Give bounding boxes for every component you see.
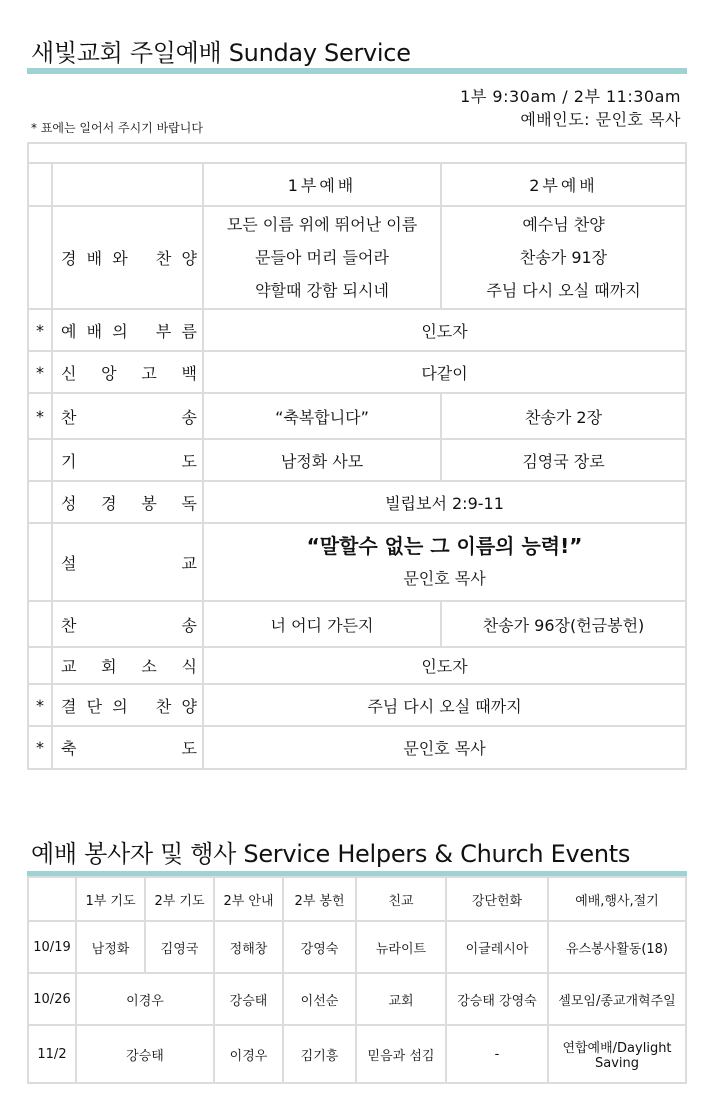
helper-cell: 강영숙	[283, 921, 356, 973]
song-line: 예수님 찬양	[522, 215, 605, 234]
combined-cell: 인도자	[203, 309, 686, 351]
song-line: 찬송가 91장	[519, 248, 608, 267]
standing-mark: *	[28, 393, 52, 439]
order-label-chars	[61, 319, 197, 342]
sermon-cell	[203, 523, 686, 601]
order-label	[52, 726, 203, 769]
label-char: 의	[112, 321, 128, 341]
helper-cell: 연합예배/Daylight Saving	[548, 1025, 686, 1083]
label-char: 송	[181, 407, 197, 427]
service-times: 1부 9:30am / 2부 11:30am	[460, 87, 681, 106]
helper-cell: 믿음과 섬김	[356, 1025, 446, 1083]
label-char: 기	[61, 451, 77, 471]
helpers-col-header: 친교	[356, 877, 446, 921]
order-label	[52, 351, 203, 393]
song-line: 주님 다시 오실 때까지	[486, 281, 641, 300]
order-label	[52, 523, 203, 601]
song-line: 모든 이름 위에 뛰어난 이름	[226, 215, 418, 234]
label-char: 찬	[155, 696, 172, 716]
helper-cell: 이글레시아	[446, 921, 548, 973]
label-char: 백	[181, 363, 197, 383]
label-char: 결	[61, 696, 77, 716]
worship-title: 새빛교회 주일예배 Sunday Service	[31, 39, 411, 67]
label-char: 의	[112, 696, 128, 716]
label-char: 배	[86, 249, 103, 268]
order-label	[52, 481, 203, 523]
helpers-col-header: 2부 봉헌	[283, 877, 356, 921]
worship-row	[28, 206, 686, 309]
label-char: 부	[155, 321, 172, 341]
helpers-header-row	[28, 877, 686, 921]
label-char: 찬	[155, 249, 172, 268]
label-char: 와	[112, 249, 128, 268]
worship-row	[28, 726, 686, 769]
title-divider	[27, 68, 687, 74]
label-char	[138, 319, 146, 342]
label-char: 성	[61, 493, 77, 513]
order-label-chars	[61, 694, 197, 717]
worship-row	[28, 393, 686, 439]
label-char: 교	[61, 657, 77, 676]
helper-cell: 셀모임/종교개혁주일	[548, 973, 686, 1025]
song-line: 문들아 머리 들어라	[255, 248, 389, 267]
helpers-row	[28, 1025, 686, 1083]
label-char	[138, 246, 146, 269]
label-char: 고	[141, 363, 157, 383]
label-char: 배	[86, 321, 103, 341]
label-char: 교	[181, 553, 197, 573]
helpers-col-header: 2부 안내	[214, 877, 283, 921]
order-label	[52, 393, 203, 439]
label-char: 도	[181, 451, 197, 471]
helpers-row	[28, 973, 686, 1025]
order-label	[52, 309, 203, 351]
helper-cell: 강승태	[214, 973, 283, 1025]
combined-cell: 빌립보서 2:9-11	[203, 481, 686, 523]
second-service-cell: 찬송가 96장(헌금봉헌)	[441, 601, 686, 647]
standing-mark	[28, 206, 52, 309]
date-header	[28, 877, 76, 921]
standing-mark	[28, 481, 52, 523]
worship-row	[28, 351, 686, 393]
second-service-cell: 김영국 장로	[441, 439, 686, 481]
helper-cell: 뉴라이트	[356, 921, 446, 973]
combined-cell: 문인호 목사	[203, 726, 686, 769]
label-char: 축	[61, 739, 77, 758]
combined-cell: 다같이	[203, 351, 686, 393]
combined-cell: 주님 다시 오실 때까지	[203, 684, 686, 726]
label-char: 독	[181, 493, 197, 513]
helper-cell: 정해창	[214, 921, 283, 973]
sermon-title: “말할수 없는 그 이름의 능력!”	[306, 534, 583, 558]
label-char: 설	[61, 553, 77, 573]
order-label-chars	[61, 449, 197, 472]
order-label-chars	[61, 736, 197, 759]
order-label-chars	[61, 491, 197, 514]
order-label-chars	[61, 405, 197, 428]
worship-row	[28, 481, 686, 523]
date-cell: 11/2	[28, 1025, 76, 1083]
first-service-cell: 너 어디 가든지	[203, 601, 441, 647]
sermon-speaker: 문인호 목사	[403, 569, 486, 588]
worship-row	[28, 684, 686, 726]
first-service-cell: 남정화 사모	[203, 439, 441, 481]
label-char: 찬	[61, 407, 77, 427]
label-char: 식	[181, 657, 197, 676]
helpers-col-header: 강단헌화	[446, 877, 548, 921]
standing-mark	[28, 439, 52, 481]
label-char: 찬	[61, 615, 77, 635]
date-cell: 10/19	[28, 921, 76, 973]
label-char: 양	[181, 696, 197, 716]
label-char: 회	[101, 657, 117, 676]
label-char: 소	[141, 657, 157, 676]
standing-mark: *	[28, 351, 52, 393]
worship-leader: 예배인도: 문인호 목사	[520, 110, 681, 129]
order-label-chars	[61, 654, 197, 677]
combined-cell: 인도자	[203, 647, 686, 684]
standing-mark	[28, 601, 52, 647]
helper-cell: 김영국	[145, 921, 214, 973]
label-char: 봉	[141, 493, 157, 513]
standing-mark	[28, 523, 52, 601]
standing-mark	[28, 647, 52, 684]
prayer-cell: 강승태	[76, 1025, 214, 1083]
standing-mark: *	[28, 309, 52, 351]
label-char: 름	[181, 321, 197, 341]
helpers-table	[27, 876, 687, 1084]
label-char: 경	[101, 493, 117, 513]
label-char: 앙	[101, 363, 117, 383]
helper-cell: 교회	[356, 973, 446, 1025]
helper-cell: 김기흥	[283, 1025, 356, 1083]
worship-row	[28, 523, 686, 601]
order-label	[52, 647, 203, 684]
prayer-cell: 이경우	[76, 973, 214, 1025]
order-label-chars	[61, 361, 197, 384]
label-char: 경	[61, 249, 77, 268]
helper-cell: -	[446, 1025, 548, 1083]
table-spacer-row	[28, 143, 686, 163]
label-char: 송	[181, 615, 197, 635]
standing-note: * 표에는 일어서 주시기 바랍니다	[31, 121, 203, 135]
first-service-cell	[203, 206, 441, 309]
song-line: 약할때 강함 되시네	[255, 281, 389, 300]
order-label-chars	[61, 551, 197, 574]
helper-cell: 남정화	[76, 921, 145, 973]
order-label-chars	[61, 246, 197, 269]
order-label	[52, 206, 203, 309]
worship-order-table	[27, 142, 687, 770]
standing-mark: *	[28, 726, 52, 769]
col-header-2nd: 2부예배	[441, 163, 686, 206]
label-char: 신	[61, 363, 77, 383]
worship-row	[28, 309, 686, 351]
helpers-col-header: 예배,행사,절기	[548, 877, 686, 921]
worship-row	[28, 601, 686, 647]
helpers-col-header: 1부 기도	[76, 877, 145, 921]
label-char: 양	[181, 249, 197, 268]
order-label	[52, 601, 203, 647]
label-char: 도	[181, 739, 197, 758]
helpers-col-header: 2부 기도	[145, 877, 214, 921]
helpers-title: 예배 봉사자 및 행사 Service Helpers & Church Events	[31, 840, 631, 868]
helper-cell: 이경우	[214, 1025, 283, 1083]
helpers-row	[28, 921, 686, 973]
worship-row	[28, 647, 686, 684]
order-label	[52, 684, 203, 726]
label-char: 단	[86, 696, 103, 716]
second-service-cell	[441, 206, 686, 309]
order-label-chars	[61, 613, 197, 636]
date-cell: 10/26	[28, 973, 76, 1025]
standing-mark: *	[28, 684, 52, 726]
col-header-1st: 1부예배	[203, 163, 441, 206]
first-service-cell: “축복합니다”	[203, 393, 441, 439]
second-service-cell: 찬송가 2장	[441, 393, 686, 439]
helper-cell: 유스봉사활동(18)	[548, 921, 686, 973]
helper-cell: 강승태 강영숙	[446, 973, 548, 1025]
label-char: 예	[61, 321, 77, 341]
worship-row	[28, 439, 686, 481]
label-char	[138, 694, 146, 717]
order-label	[52, 439, 203, 481]
header-row	[28, 163, 686, 206]
helper-cell: 이선순	[283, 973, 356, 1025]
